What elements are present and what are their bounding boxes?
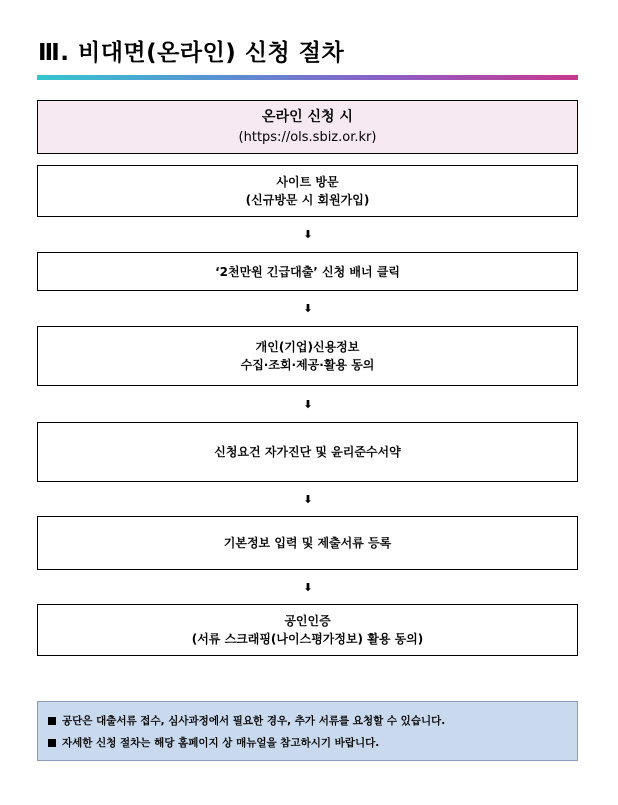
page-title: Ⅲ. 비대면(온라인) 신청 절차 [38, 40, 345, 66]
step-line1: ‘2천만원 긴급대출’ 신청 배너 클릭 [215, 264, 400, 279]
title-underline-bar [37, 75, 578, 80]
step-line2: (신규방문 시 회원가입) [245, 193, 370, 207]
square-bullet-icon [48, 739, 56, 747]
note-text: 자세한 신청 절차는 해당 홈페이지 상 매뉴얼을 참고하시기 바랍니다. [62, 737, 380, 749]
step-basic-info-input [37, 516, 578, 570]
step-line1: 공인인증 [284, 614, 331, 628]
step-certificate [37, 604, 578, 656]
step-line1: 온라인 신청 시 [262, 109, 353, 125]
step-online-application [37, 100, 578, 154]
step-line2: 수집·조회·제공·활용 동의 [240, 358, 375, 372]
step-self-diagnosis [37, 422, 578, 482]
arrow-down-icon: ⬇ [303, 581, 313, 594]
step-credit-info-consent [37, 326, 578, 386]
step-banner-click [37, 252, 578, 291]
step-line1: 사이트 방문 [276, 175, 339, 189]
step-site-visit [37, 165, 578, 217]
step-line1: 기본정보 입력 및 제출서류 등록 [223, 536, 392, 550]
square-bullet-icon [48, 717, 56, 725]
arrow-down-icon: ⬇ [303, 302, 313, 315]
arrow-down-icon: ⬇ [303, 228, 313, 241]
arrow-down-icon: ⬇ [303, 398, 313, 411]
step-line1: 개인(기업)신용정보 [255, 340, 360, 354]
step-line1: 신청요건 자가진단 및 윤리준수서약 [214, 445, 401, 459]
step-url: (https://ols.sbiz.or.kr) [238, 130, 377, 145]
notes-box [37, 701, 578, 761]
note-text: 공단은 대출서류 접수, 심사과정에서 필요한 경우, 추가 서류를 요청할 수 있습니다. [62, 715, 446, 727]
arrow-down-icon: ⬇ [303, 493, 313, 506]
note-item [48, 732, 567, 754]
note-item [48, 710, 567, 732]
step-line2: (서류 스크래핑(나이스평가정보) 활용 동의) [191, 632, 424, 646]
